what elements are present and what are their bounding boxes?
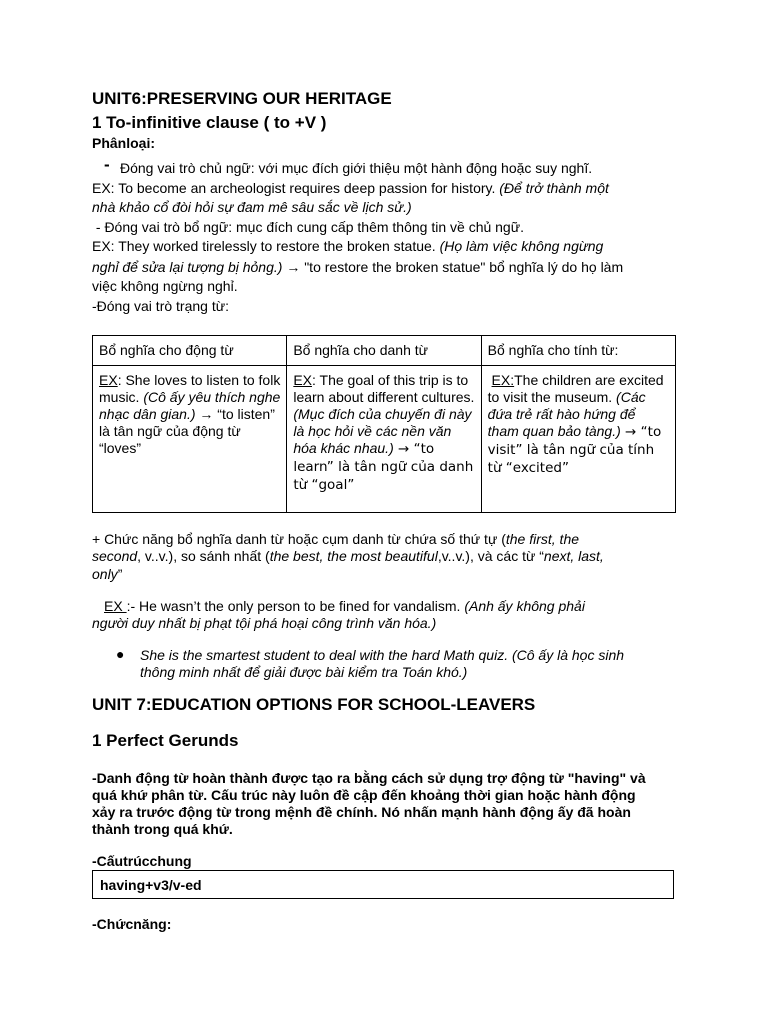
ex-label: EX	[293, 372, 313, 388]
example-1-line1	[92, 179, 609, 197]
ex-label: EX	[104, 598, 127, 614]
cell-translation: (Mục đích của chuyến đi này là học hỏi về các nền văn hóa khác nhau.)	[293, 406, 472, 456]
plus-text: ,v..v.), và các từ “	[437, 548, 544, 564]
example-3-line1	[104, 597, 585, 615]
plus-text: ”	[117, 566, 123, 582]
cell-text: : The goal of this trip is to learn about different cultures.	[293, 372, 475, 405]
plus-function-line3	[92, 565, 122, 583]
unit7-section-heading: 1 Perfect Gerunds	[92, 731, 239, 750]
plus-italic: second	[92, 548, 138, 564]
unit7-title: UNIT 7:EDUCATION OPTIONS FOR SCHOOL-LEAVERS	[92, 695, 536, 714]
cell-note: → “to listen” là tân ngữ của động từ “loves”	[99, 406, 275, 456]
example-2-text: EX: They worked tirelessly to restore the broken statue.	[92, 238, 440, 254]
plus-text: , v..v.), so sánh nhất (	[137, 548, 270, 564]
table-header-cell: Bổ nghĩa cho tính từ:	[481, 336, 675, 366]
bullet-example-line1: She is the smartest student to deal with the hard Math quiz. (Cô ấy là học sinh	[140, 647, 625, 663]
ex-label: EX	[99, 372, 118, 388]
cell-text: : She loves to listen to folk music.	[99, 372, 281, 405]
role-subject: Đóng vai trò chủ ngữ: với mục đích giới thiệu một hành động hoặc suy nghĩ.	[120, 160, 593, 176]
table-cell-noun	[287, 366, 481, 513]
modifier-table	[92, 335, 676, 513]
role-adverb: -Đóng vai trò trạng từ:	[92, 298, 229, 314]
table-row	[93, 366, 676, 513]
example-1-text: EX: To become an archeologist requires deep passion for history.	[92, 180, 500, 196]
bullet-example-line2: thông minh nhất để giải được bài kiểm tra Toán khó.)	[140, 664, 468, 680]
unit7-desc-line4: thành trong quá khứ.	[92, 821, 233, 837]
example-3-text: :- He wasn’t the only person to be fined for vandalism.	[126, 598, 465, 614]
example-3-translation-cont: người duy nhất bị phạt tội phá hoại công trình văn hóa.)	[92, 615, 437, 631]
example-2-note-cont: việc không ngừng nghỉ.	[92, 278, 238, 294]
cell-note: → “to learn” là tân ngữ của danh từ “goal”	[293, 441, 474, 493]
example-1-translation-cont: nhà khảo cổ đòi hỏi sự đam mê sâu sắc về lịch sử.)	[92, 199, 412, 215]
example-1-translation: (Để trở thành một	[499, 180, 609, 196]
ex-label: EX:	[491, 372, 515, 388]
plus-text: + Chức năng bổ nghĩa danh từ hoặc cụm danh từ chứa số thứ tự (	[92, 531, 506, 547]
unit7-desc-line1: -Danh động từ hoàn thành được tạo ra bằng cách sử dụng trợ động từ "having" và	[92, 770, 646, 786]
plus-function-line2	[92, 547, 604, 565]
bullet-dot: ●	[116, 646, 125, 662]
unit7-desc-line3: xảy ra trước động từ trong mệnh đề chính. Nó nhấn mạnh hành động ấy đã hoàn	[92, 804, 631, 820]
classification-label: Phânloại:	[92, 135, 156, 151]
plus-function-line1	[92, 530, 579, 548]
table-cell-verb	[93, 366, 287, 513]
plus-italic: next, last,	[543, 548, 604, 564]
function-label: -Chứcnăng:	[92, 916, 172, 932]
unit7-desc-line2: quá khứ phân từ. Cấu trúc này luôn đề cập đến khoảng thời gian hoặc hành động	[92, 787, 636, 803]
table-header-cell: Bổ nghĩa cho động từ	[93, 336, 287, 366]
table-header-row	[93, 336, 676, 366]
cell-translation: (Cô ấy yêu thích nghe nhạc dân gian.)	[99, 389, 281, 422]
example-2-line2	[92, 258, 623, 276]
dash-marker: -	[104, 155, 110, 174]
cell-text: The children are excited to visit the museum.	[487, 372, 664, 405]
example-2-note: → "to restore the broken statue" bổ nghĩa lý do họ làm	[282, 259, 624, 275]
cell-translation: (Các đứa trẻ rất hào hứng để tham quan bảo tàng.)	[487, 389, 646, 439]
structure-formula-box: having+v3/v-ed	[92, 870, 674, 899]
structure-label: -Cấutrúcchung	[92, 853, 192, 869]
example-2-translation: (Họ làm việc không ngừng	[439, 238, 604, 254]
cell-note: → “to visit” là tân ngữ của tính từ “excited”	[487, 424, 662, 476]
example-3-translation: (Anh ấy không phải	[464, 598, 585, 614]
example-2-line1	[92, 237, 603, 255]
unit6-section-heading: 1 To-infinitive clause ( to +V )	[92, 113, 327, 132]
plus-italic: the best, the most beautiful	[269, 548, 438, 564]
unit6-title: UNIT6:PRESERVING OUR HERITAGE	[92, 89, 392, 108]
table-header-cell: Bổ nghĩa cho danh từ	[287, 336, 481, 366]
role-complement: - Đóng vai trò bổ ngữ: mục đích cung cấp thêm thông tin về chủ ngữ.	[92, 219, 524, 235]
table-cell-adjective	[481, 366, 675, 513]
plus-italic: the first, the	[505, 531, 580, 547]
example-2-translation-cont: nghỉ để sửa lại tượng bị hỏng.)	[92, 259, 283, 275]
plus-italic: only	[92, 566, 118, 582]
